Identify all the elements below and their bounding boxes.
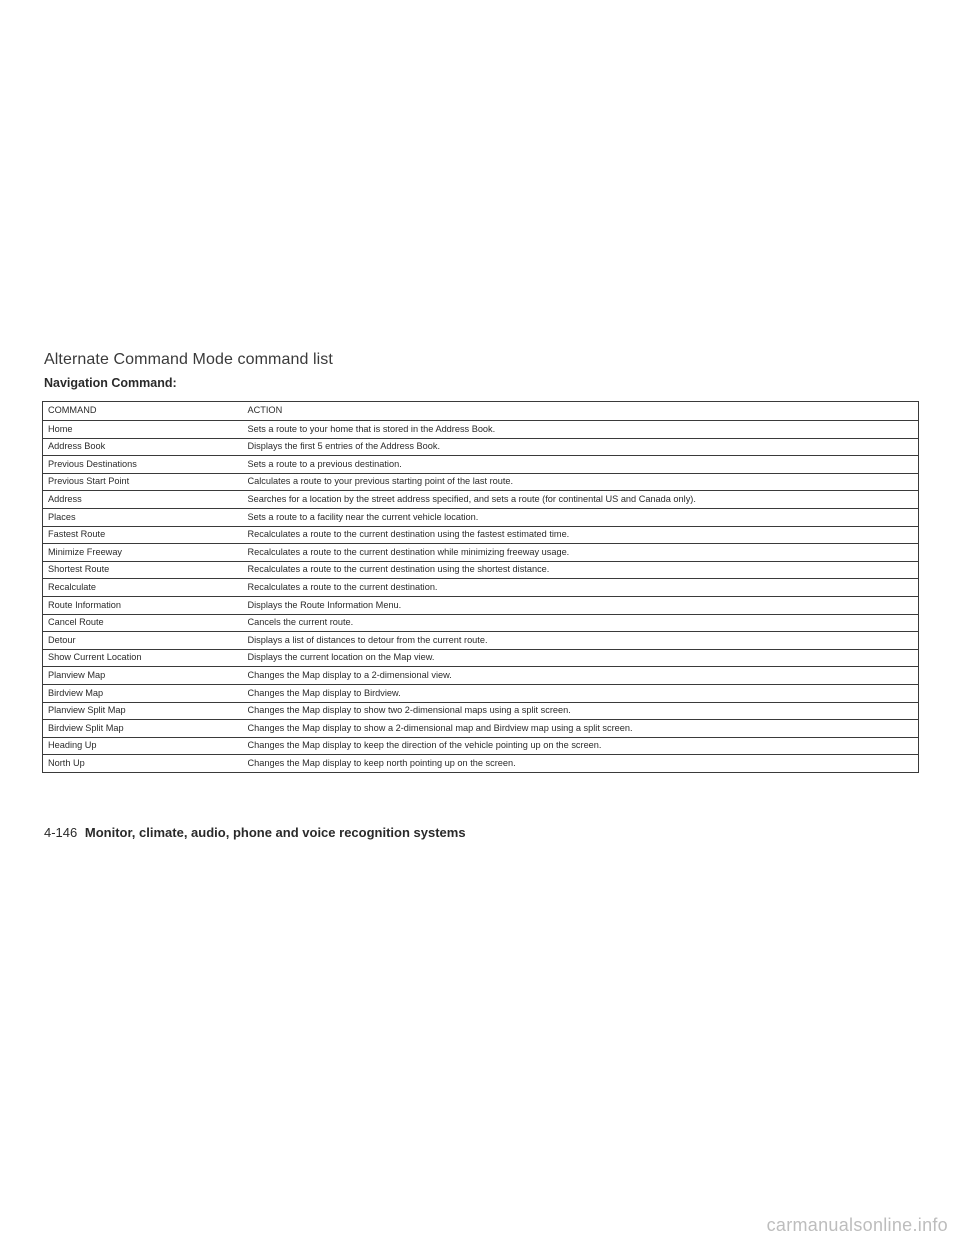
- table-row: [43, 632, 919, 650]
- table-row: [43, 614, 919, 632]
- command-cell: Fastest Route: [43, 526, 243, 544]
- command-cell: Planview Split Map: [43, 702, 243, 720]
- action-cell: Recalculates a route to the current destination using the shortest distance.: [243, 561, 919, 579]
- command-cell: Minimize Freeway: [43, 544, 243, 562]
- chapter-title: Monitor, climate, audio, phone and voice recognition systems: [84, 825, 466, 840]
- command-table: [42, 401, 919, 773]
- command-cell: Birdview Split Map: [43, 720, 243, 738]
- command-cell: Show Current Location: [43, 649, 243, 667]
- page-number: 4-146: [44, 825, 78, 840]
- table-row: [43, 755, 919, 773]
- command-cell: North Up: [43, 755, 243, 773]
- column-header-action: ACTION: [243, 402, 919, 421]
- action-cell: Recalculates a route to the current destination while minimizing freeway usage.: [243, 544, 919, 562]
- action-cell: Recalculates a route to the current destination using the fastest estimated time.: [243, 526, 919, 544]
- table-row: [43, 720, 919, 738]
- command-cell: Shortest Route: [43, 561, 243, 579]
- action-cell: Displays the current location on the Map view.: [243, 649, 919, 667]
- subsection-title: Navigation Command:: [44, 376, 177, 390]
- table-row: [43, 456, 919, 474]
- action-cell: Cancels the current route.: [243, 614, 919, 632]
- command-cell: Cancel Route: [43, 614, 243, 632]
- table-row: [43, 596, 919, 614]
- action-cell: Displays the Route Information Menu.: [243, 596, 919, 614]
- table-row: [43, 684, 919, 702]
- table-body: [43, 421, 919, 773]
- command-cell: Heading Up: [43, 737, 243, 755]
- command-cell: Home: [43, 421, 243, 439]
- table-header-row: [43, 402, 919, 421]
- column-header-command: COMMAND: [43, 402, 243, 421]
- command-cell: Previous Destinations: [43, 456, 243, 474]
- table-row: [43, 526, 919, 544]
- table-row: [43, 649, 919, 667]
- table-row: [43, 421, 919, 439]
- action-cell: Changes the Map display to show two 2-dimensional maps using a split screen.: [243, 702, 919, 720]
- action-cell: Changes the Map display to Birdview.: [243, 684, 919, 702]
- action-cell: Changes the Map display to keep the direction of the vehicle pointing up on the screen.: [243, 737, 919, 755]
- table-row: [43, 561, 919, 579]
- page-footer: [44, 825, 466, 840]
- command-cell: Birdview Map: [43, 684, 243, 702]
- action-cell: Displays a list of distances to detour from the current route.: [243, 632, 919, 650]
- action-cell: Displays the first 5 entries of the Address Book.: [243, 438, 919, 456]
- table-row: [43, 491, 919, 509]
- action-cell: Searches for a location by the street address specified, and sets a route (for continental US and Canada only).: [243, 491, 919, 509]
- action-cell: Changes the Map display to a 2-dimensional view.: [243, 667, 919, 685]
- command-cell: Address Book: [43, 438, 243, 456]
- section-title: Alternate Command Mode command list: [44, 351, 333, 368]
- command-cell: Recalculate: [43, 579, 243, 597]
- table-row: [43, 508, 919, 526]
- watermark-text: carmanualsonline.info: [766, 1215, 948, 1235]
- action-cell: Sets a route to a facility near the current vehicle location.: [243, 508, 919, 526]
- action-cell: Sets a route to a previous destination.: [243, 456, 919, 474]
- action-cell: Changes the Map display to keep north pointing up on the screen.: [243, 755, 919, 773]
- command-cell: Address: [43, 491, 243, 509]
- command-cell: Places: [43, 508, 243, 526]
- table-row: [43, 667, 919, 685]
- command-cell: Previous Start Point: [43, 473, 243, 491]
- action-cell: Sets a route to your home that is stored in the Address Book.: [243, 421, 919, 439]
- table-row: [43, 544, 919, 562]
- table-row: [43, 737, 919, 755]
- table-row: [43, 702, 919, 720]
- command-cell: Route Information: [43, 596, 243, 614]
- table-row: [43, 579, 919, 597]
- command-cell: Planview Map: [43, 667, 243, 685]
- action-cell: Changes the Map display to show a 2-dimensional map and Birdview map using a split screen.: [243, 720, 919, 738]
- action-cell: Recalculates a route to the current destination.: [243, 579, 919, 597]
- table-row: [43, 438, 919, 456]
- command-cell: Detour: [43, 632, 243, 650]
- table-row: [43, 473, 919, 491]
- action-cell: Calculates a route to your previous starting point of the last route.: [243, 473, 919, 491]
